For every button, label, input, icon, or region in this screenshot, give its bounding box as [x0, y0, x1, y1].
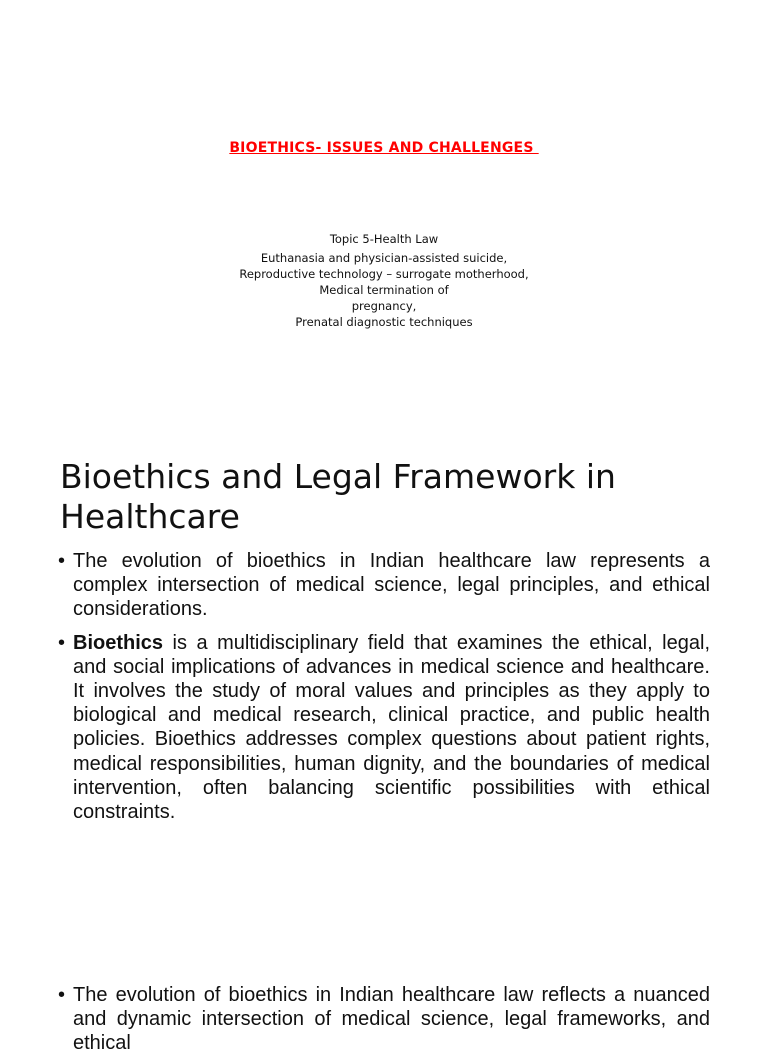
subtitle-line-topic: Topic 5-Health Law — [329, 232, 439, 246]
subtitle-line: Reproductive technology – surrogate motherhood, — [239, 267, 529, 281]
subtitle-line: pregnancy, — [351, 299, 417, 313]
subtitle-line: Prenatal diagnostic techniques — [295, 315, 473, 329]
slide-title: BIOETHICS- ISSUES AND CHALLENGES — [229, 140, 539, 156]
next-slide-bullet — [58, 983, 710, 1055]
bullet-text: The evolution of bioethics in Indian healthcare law represents a complex intersection of medical science, legal principles, and ethical considerations. — [73, 550, 710, 621]
slide-heading: Bioethics and Legal Framework in Healthcare — [60, 457, 616, 536]
bullet-dot-icon: • — [58, 984, 66, 1006]
bullet-text: is a multidisciplinary field that examines the ethical, legal, and social implications of advances in medical science and healthcare. It involves the study of moral values and principles as they apply to biological and medical research, clinical practice, and public health policies. Bioethics addresses complex questions about patient rights, medical responsibilities, human dignity, and the boundaries of medical intervention, often balancing scientific possibilities with ethical constraints. — [73, 631, 710, 824]
bullet-text: The evolution of bioethics in Indian healthcare law reflects a nuanced and dynamic intersection of medical science, legal frameworks, and ethical — [73, 984, 710, 1054]
bullet-dot-icon: • — [58, 631, 66, 654]
title-slide — [0, 0, 768, 420]
subtitle-line: Medical termination of — [319, 283, 449, 297]
bullet-dot-icon: • — [58, 550, 66, 572]
content-slide — [0, 440, 768, 1024]
bullet-item — [58, 549, 710, 622]
slide-subtitle — [0, 231, 768, 330]
subtitle-line: Euthanasia and physician-assisted suicide, — [260, 251, 508, 265]
bullet-item — [58, 631, 710, 825]
bullet-list — [58, 549, 710, 833]
bullet-bold-term: Bioethics — [73, 631, 164, 654]
